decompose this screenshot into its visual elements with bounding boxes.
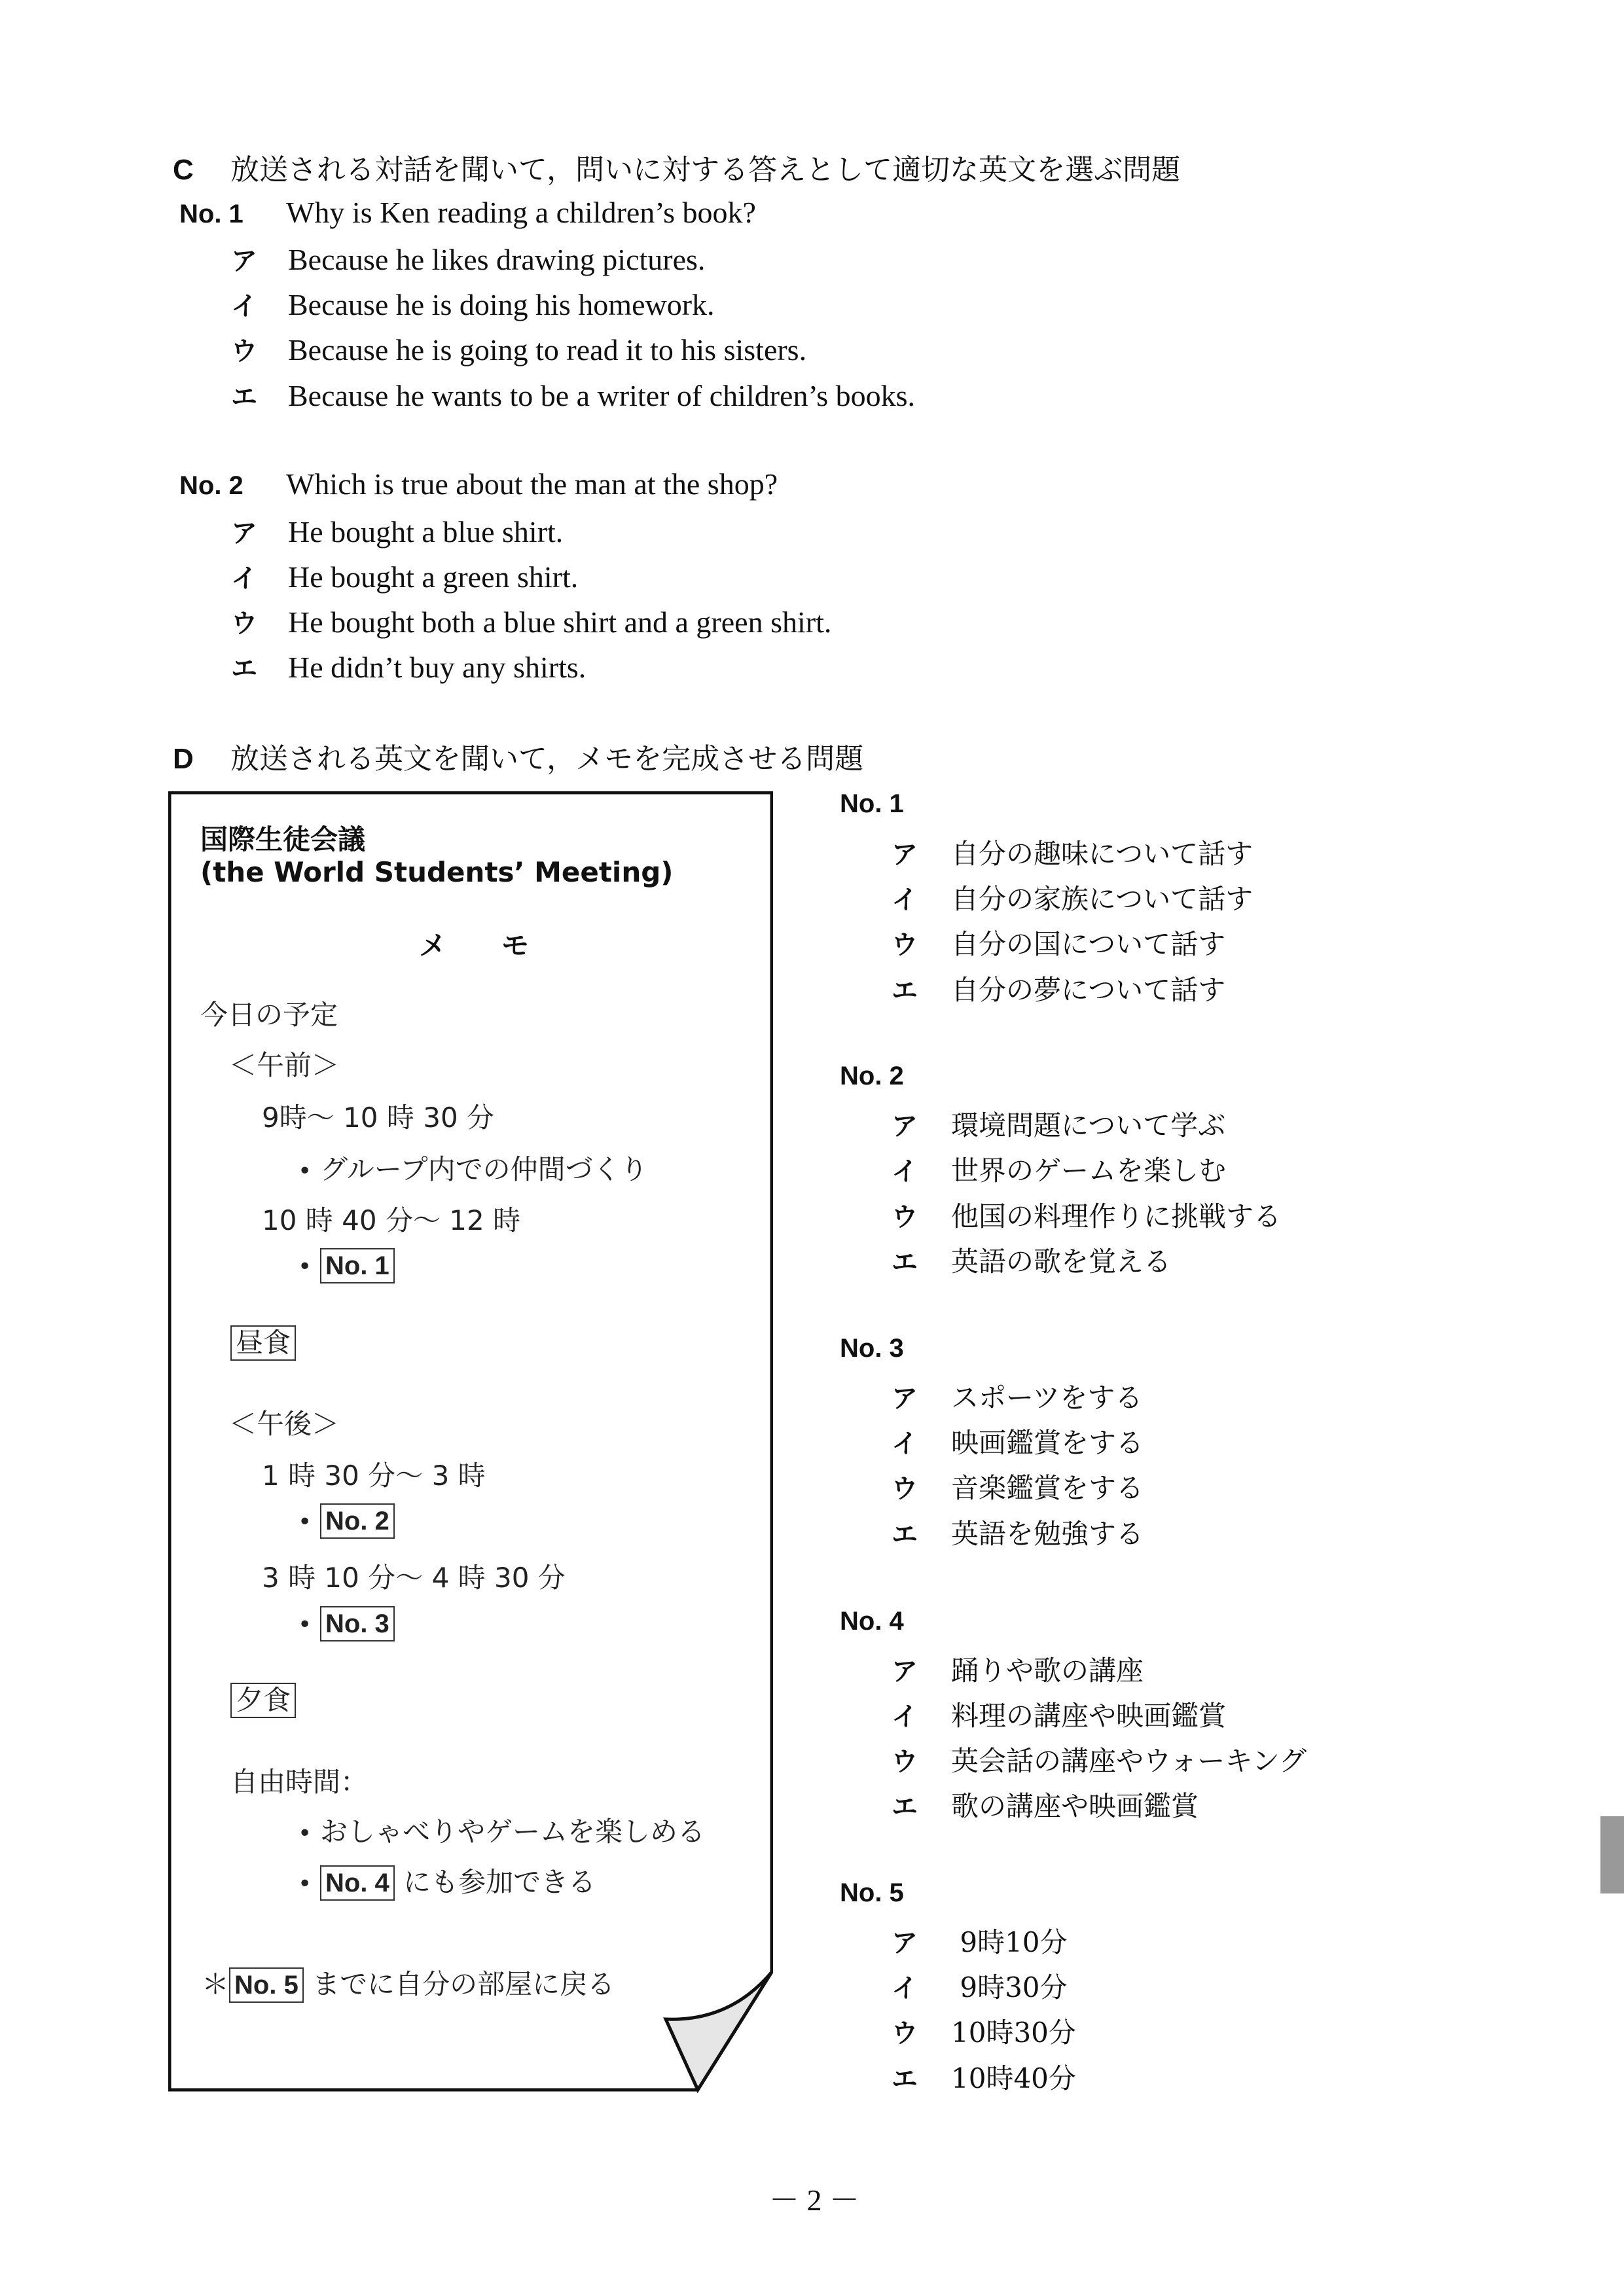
option-text: 自分の家族について話す [951,883,1254,915]
memo-slot2-time: 10 時 40 分～ 12 時 [262,1204,521,1236]
option-letter: ア [892,1657,918,1687]
option-text: 料理の講座や映画鑑賞 [951,1700,1227,1732]
choice-option [892,1740,1307,1779]
choice-option [892,2057,1076,2096]
option-letter: エ [892,2064,918,2094]
option-text: 10時30分 [951,2017,1076,2049]
bullet: • [298,1253,312,1280]
dinner-label: 夕食 [230,1683,296,1718]
memo-slot3-item [298,1503,395,1539]
option-letter: ア [892,1928,918,1958]
section-c-heading [173,151,1180,190]
option-text: 自分の国について話す [951,928,1226,960]
question-row [179,467,778,501]
option-text: He bought both a blue shirt and a green shirt. [288,605,832,639]
choice-option [892,1422,1144,1461]
lunch-label: 昼食 [230,1325,296,1361]
choice-option [892,1376,1142,1416]
option-letter: イ [231,564,257,594]
page-number: － 2 － [769,2183,859,2217]
option-text: 9時10分 [951,1926,1068,1958]
option-text: 世界のゲームを楽しむ [951,1155,1227,1187]
option-letter: ア [231,246,257,276]
choice-option [892,1966,1068,2005]
memo-slot2-item [298,1248,395,1283]
option-row [231,376,915,414]
choice-option [892,1195,1281,1234]
bullet: • [298,1611,312,1638]
memo-free-item1 [298,1810,705,1850]
choice-option [892,1695,1226,1734]
choice-option [892,1513,1144,1552]
option-letter: エ [892,976,918,1006]
option-letter: ウ [892,1747,918,1777]
question-text: Which is true about the man at the shop? [286,467,778,501]
choice-option [892,1649,1144,1689]
option-text: 音楽鑑賞をする [951,1472,1144,1504]
bullet: • [298,1820,312,1847]
choice-option [892,1240,1171,1280]
option-text: Because he wants to be a writer of children’s books. [288,379,916,412]
memo-item-text: グループ内での仲間づくり [320,1153,648,1185]
choice-group-number: No. 3 [840,1334,904,1363]
option-text: 歌の講座や映画鑑賞 [951,1790,1199,1822]
option-text: He bought a blue shirt. [288,515,564,548]
choice-group-number: No. 1 [840,789,904,818]
option-row [231,285,715,323]
option-text: 環境問題について学ぶ [951,1109,1226,1141]
option-letter: ウ [231,609,257,639]
memo-slot1-item [298,1148,648,1187]
option-text: 英語の歌を覚える [951,1246,1172,1278]
section-title: 放送される対話を聞いて，問いに対する答えとして適切な英文を選ぶ問題 [230,153,1181,187]
option-text: 英語を勉強する [951,1518,1144,1550]
option-letter: イ [892,1973,918,2003]
choice-option [892,1467,1144,1506]
option-letter: ウ [892,1474,918,1504]
question-row [179,195,756,230]
option-text: スポーツをする [951,1382,1143,1414]
memo-slot3-time: 1 時 30 分～ 3 時 [262,1460,486,1492]
option-text: He didn’t buy any shirts. [288,651,586,684]
option-letter: ア [892,840,918,870]
option-letter: エ [892,1247,918,1278]
choice-option [892,878,1253,917]
asterisk-icon: ＊ [202,1968,230,2000]
option-letter: エ [231,654,257,684]
memo-title-jp: 国際生徒会議 [200,823,366,855]
option-letter: エ [892,1792,918,1822]
option-row [231,512,563,550]
choice-option [892,1104,1225,1143]
option-text: 映画鑑賞をする [951,1427,1144,1459]
choice-option [892,2011,1076,2051]
memo-note-text: までに自分の部屋に戻る [312,1968,615,2000]
option-row [231,331,806,368]
option-letter: イ [892,885,918,915]
question-text: Why is Ken reading a children’s book? [286,196,756,229]
memo-lunch [230,1325,296,1361]
option-text: 9時30分 [951,1971,1068,2003]
memo-afternoon-label: ＜午後＞ [229,1408,340,1440]
memo-free-item2 [298,1861,596,1901]
memo-item-text: にも参加できる [403,1866,596,1898]
bullet: • [298,1871,312,1897]
memo-slot4-time: 3 時 10 分～ 4 時 30 分 [262,1562,566,1594]
answer-blank-no5: No. 5 [229,1967,304,2003]
memo-heading: メ モ [419,929,530,961]
choice-option [892,1149,1226,1189]
choice-group-number: No. 5 [840,1878,904,1907]
option-letter: イ [231,291,257,321]
memo-today-label: 今日の予定 [200,999,338,1031]
option-text: Because he is doing his homework. [288,288,715,321]
choice-option [892,923,1225,962]
option-text: 英会話の講座やウォーキング [951,1745,1307,1777]
choice-option [892,1785,1199,1824]
memo-slot1-time: 9時～ 10 時 30 分 [262,1102,495,1134]
option-letter: ア [231,518,257,548]
option-letter: ア [892,1384,918,1414]
option-text: 10時40分 [951,2062,1076,2094]
question-number: No. 1 [179,200,244,228]
option-text: 他国の料理作りに挑戦する [951,1200,1282,1232]
option-letter: イ [892,1157,918,1187]
answer-blank-no2: No. 2 [320,1503,395,1539]
option-letter: ウ [231,336,257,367]
option-letter: ウ [892,1202,918,1232]
choice-option [892,969,1225,1008]
memo-morning-label: ＜午前＞ [229,1049,340,1081]
side-index-tab [1600,1816,1624,1893]
memo-free-time-label: 自由時間： [230,1766,369,1798]
answer-blank-no4: No. 4 [320,1865,395,1901]
option-row [231,603,831,640]
memo-item-text: おしゃべりやゲームを楽しめる [320,1816,706,1848]
option-letter: イ [892,1429,918,1459]
option-letter: エ [231,382,257,412]
choice-group-number: No. 4 [840,1607,904,1636]
memo-dinner [230,1683,296,1718]
bullet: • [298,1158,312,1185]
memo-title-en: (the World Students’ Meeting) [200,856,674,888]
option-text: 自分の夢について話す [951,974,1226,1006]
option-letter: ウ [892,2018,918,2049]
option-text: 踊りや歌の講座 [951,1655,1144,1687]
section-letter: C [173,154,194,186]
option-row [231,648,586,685]
answer-blank-no3: No. 3 [320,1606,395,1641]
question-number: No. 2 [179,471,244,500]
option-text: He bought a green shirt. [288,560,579,594]
choice-option [892,1921,1068,1960]
option-letter: ア [892,1111,918,1141]
memo-note [202,1963,615,2003]
choice-option [892,833,1253,872]
memo-slot4-item [298,1606,395,1641]
option-text: Because he likes drawing pictures. [288,243,706,276]
option-row [231,558,578,595]
option-letter: ウ [892,930,918,960]
option-text: 自分の趣味について話す [951,838,1254,870]
bullet: • [298,1509,312,1535]
section-title: 放送される英文を聞いて，メモを完成させる問題 [230,742,864,776]
answer-blank-no1: No. 1 [320,1248,395,1283]
option-row [231,240,705,278]
section-d-heading [173,740,863,779]
choice-group-number: No. 2 [840,1062,904,1090]
option-letter: イ [892,1702,918,1732]
option-letter: エ [892,1520,918,1550]
option-text: Because he is going to read it to his sisters. [288,333,807,367]
section-letter: D [173,743,194,775]
